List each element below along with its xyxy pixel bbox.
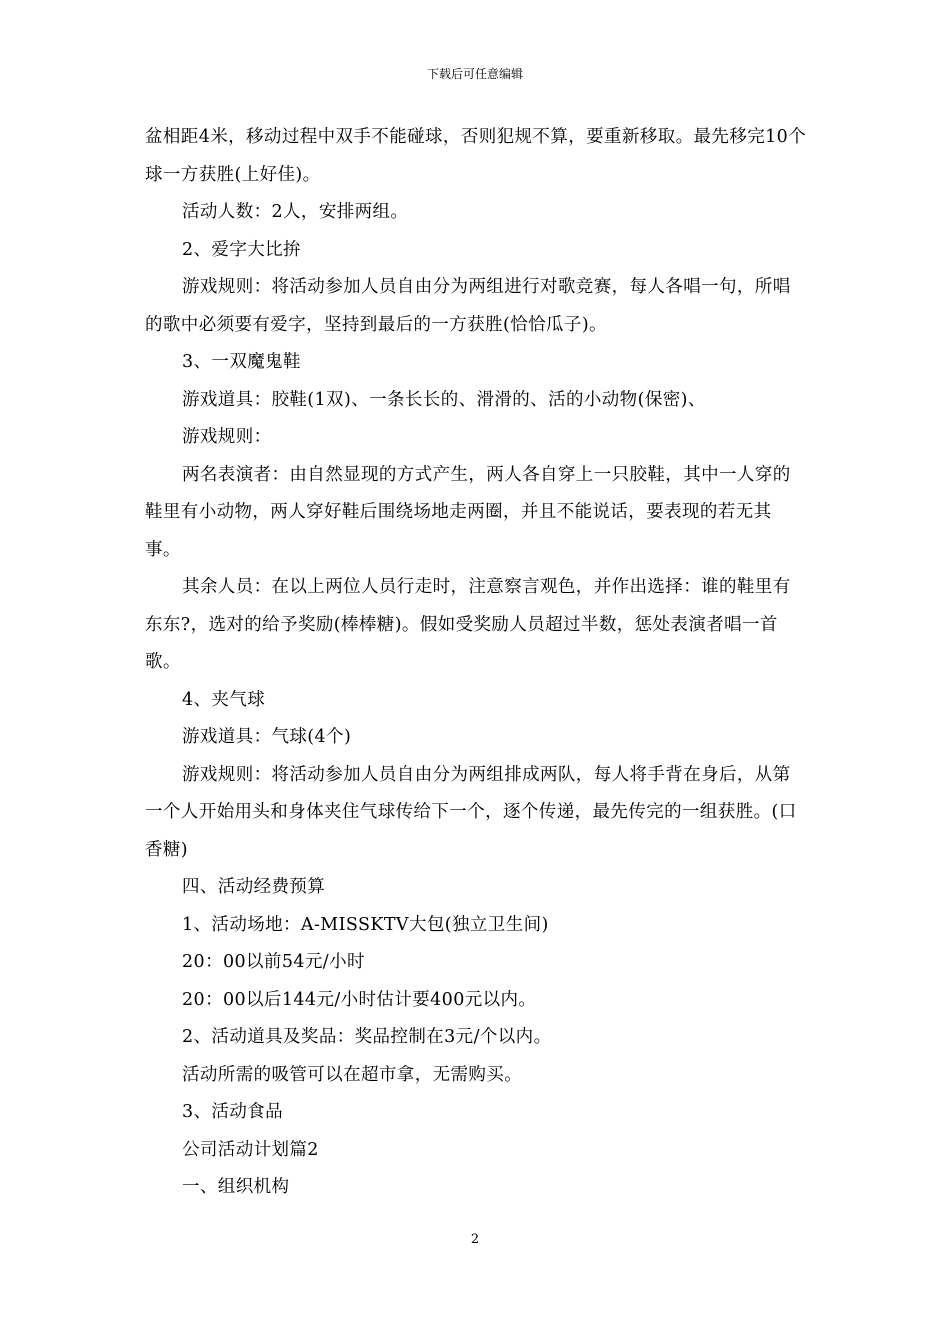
section-heading: 四、活动经费预算	[182, 877, 326, 897]
paragraph: 20：00以前54元/小时	[182, 952, 365, 972]
paragraph: 20：00以后144元/小时估计要400元以内。	[182, 989, 537, 1010]
page-header: 下载后可任意编辑	[426, 67, 523, 81]
section-heading: 公司活动计划篇2	[182, 1139, 319, 1160]
section-heading: 4、夹气球	[182, 689, 266, 710]
section-heading: 3、一双魔鬼鞋	[182, 352, 301, 372]
paragraph: 活动人数：2人，安排两组。	[182, 202, 409, 222]
paragraph: 两名表演者：由自然显现的方式产生，两人各自穿上一只胶鞋，其中一人穿的鞋里有小动物，两人穿好鞋后围绕场地走两圈，并且不能说话，要表现的若无其事。	[145, 464, 791, 560]
section-heading: 2、爱字大比拚	[182, 239, 301, 260]
paragraph: 1、活动场地：A-MISSKTV大包(独立卫生间)	[182, 914, 549, 935]
paragraph: 盆相距4米，移动过程中双手不能碰球，否则犯规不算，要重新移取。最先移完10个球一方获胜(上好佳)。	[145, 127, 807, 185]
paragraph: 游戏规则：	[182, 427, 272, 447]
section-heading: 3、活动食品	[182, 1102, 284, 1122]
paragraph: 游戏规则：将活动参加人员自由分为两组进行对歌竞赛，每人各唱一句，所唱的歌中必须要有爱字，坚持到最后的一方获胜(恰恰瓜子)。	[145, 277, 791, 335]
paragraph: 2、活动道具及奖品：奖品控制在3元/个以内。	[182, 1027, 552, 1047]
paragraph: 游戏道具：胶鞋(1双)、一条长长的、滑滑的、活的小动物(保密)、	[182, 389, 706, 410]
paragraph: 游戏规则：将活动参加人员自由分为两组排成两队，每人将手背在身后，从第一个人开始用头和身体夹住气球传给下一个，逐个传递，最先传完的一组获胜。(口香糖)	[145, 764, 797, 860]
page-number: 2	[470, 1232, 480, 1247]
paragraph: 活动所需的吸管可以在超市拿，无需购买。	[182, 1064, 523, 1085]
paragraph: 其余人员：在以上两位人员行走时，注意察言观色，并作出选择：谁的鞋里有东东?，选对的给予奖励(棒棒糖)。假如受奖励人员超过半数，惩处表演者唱一首歌。	[145, 577, 791, 672]
paragraph: 游戏道具：气球(4个)	[182, 727, 352, 747]
section-heading: 一、组织机构	[182, 1177, 290, 1197]
document-body	[145, 119, 807, 1207]
